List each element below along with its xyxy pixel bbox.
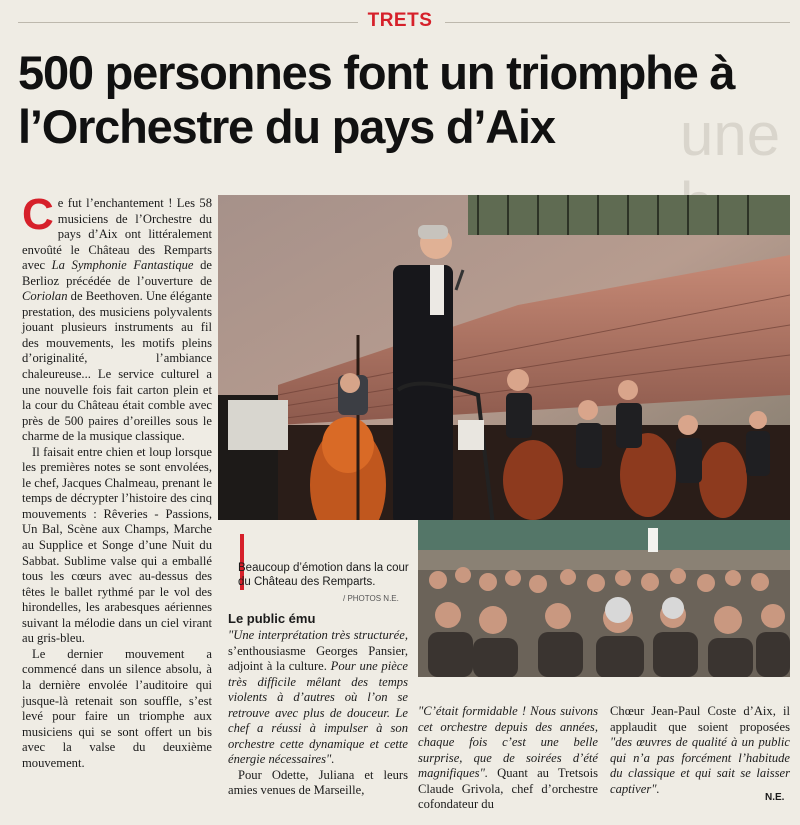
paragraph-concert: Il faisait entre chien et loup lorsque les premières notes se sont envolées, le chef, Jacques Chalmeau, prenant le temps de décrypter l’histoire des cinq mouvements : Rêveries - Passions, Un Bal, Scène aux Champs, Marche au Supplice et Songe d’une Nuit du Sabbat. Sublime valse qui a emballé tous les cœurs avec au-dessus des têtes le ballet rythmé par le vol des hirondelles, les arabesques aériennes suivant la mélodie dans un ciel virant au gris-bleu.	[22, 444, 212, 646]
paragraph-intro: Ce fut l’enchantement ! Les 58 musiciens de l’Orchestre du pays d’Aix ont littéralement envoûté le Château des Remparts avec La Symphonie Fantastique de Berlioz précédée de l’ouverture de Coriolan de Beethoven. Une élégante prestation, des musiciens polyvalents jouant plusieurs instruments au fil des mouvements, les motifs pleins d’originalité, l’ambiance chaleureuse... Le service culturel a une nouvelle fois fait carton plein et la cour du Château était comble avec près de 500 paires d’oreilles sous le charme de la musique classique.	[22, 190, 212, 444]
dropcap: C	[22, 190, 54, 239]
show-through-text: une	[680, 101, 781, 168]
audience-photo-illustration	[418, 520, 790, 677]
article-column-right-1	[418, 704, 598, 813]
orchestra-photo	[218, 195, 790, 520]
paragraph-odette: Pour Odette, Juliana et leurs amies venues de Marseille,	[228, 767, 408, 798]
section-rubric: TRETS	[367, 10, 433, 31]
paragraph-quote-visitors: "C’était formidable ! Nous suivons cet orchestre depuis des années, chaque fois c’est une belle surprise, que de soirées d’été magnifiques". Quant au Tretsois Claude Grivola, chef d’orchestre cofondateur du	[418, 704, 598, 812]
audience-photo	[418, 520, 790, 677]
paragraph-quote-pansier: "Une interprétation très structurée, s’enthousiasme Georges Pansier, adjoint à la culture. Pour une pièce très difficile mêlant des temps violents à d’autres où l’on se retrouve avec plus de douceur. Le chef a réussi à impulser à son orchestre cette dynamique et cette énergie nécessaires".	[228, 628, 408, 767]
article-column-left	[22, 190, 212, 771]
author-signature: N.E.	[765, 792, 785, 803]
orchestra-photo-illustration	[218, 195, 790, 520]
subheading: Le public ému	[228, 611, 316, 626]
headline: 500 personnes font un triomphe à l’Orchestre du pays d’Aix	[18, 46, 735, 153]
article-column-right-2	[610, 704, 790, 797]
paragraph-finale: Le dernier mouvement a commencé dans un silence absolu, à la dernière envolée l’auditoire qui jusque-là retenait son souffle, s’est levé pour faire un triomphe aux musiciens qui se sont offert un bis avec la valse du deuxième mouvement.	[22, 646, 212, 770]
article-column-middle	[228, 628, 408, 799]
photo-caption: Beaucoup d’émotion dans la cour du Château des Remparts.	[238, 562, 409, 588]
photo-credit: / PHOTOS N.E.	[343, 594, 399, 603]
paragraph-quote-grivola: Chœur Jean-Paul Coste d’Aix, il applaudit que soient proposées "des œuvres de qualité à un public qui n’a pas forcément l’habitude du classique et qui sait se laisser captiver".	[610, 704, 790, 796]
